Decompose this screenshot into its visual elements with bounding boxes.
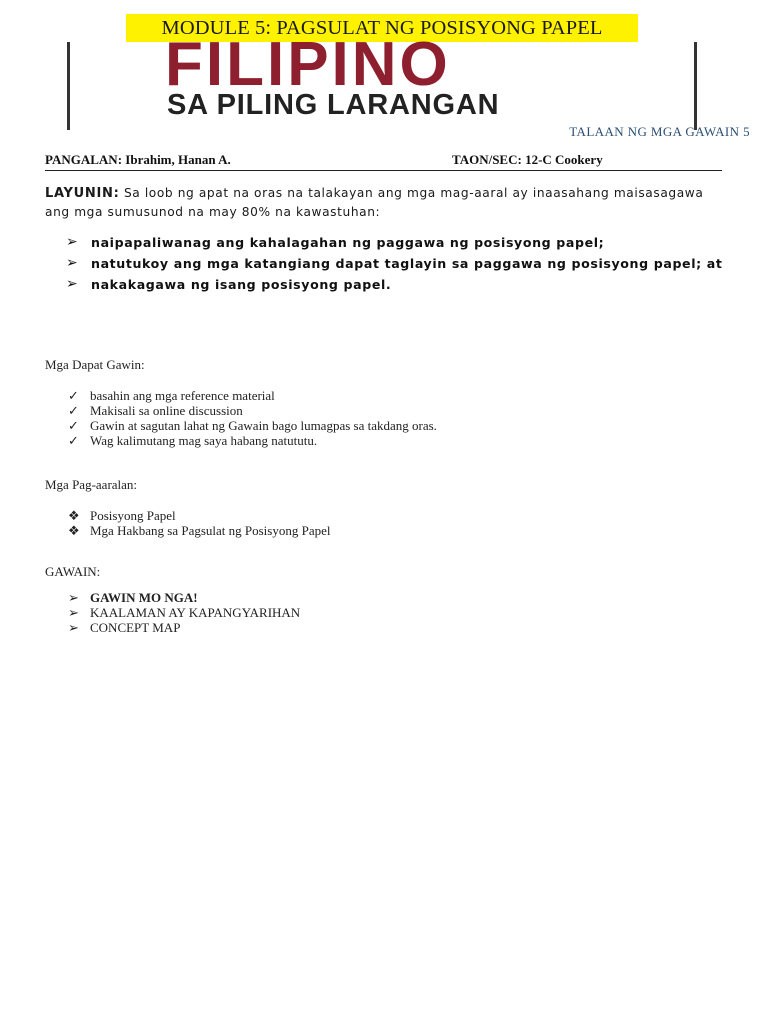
activity-text: GAWIN MO NGA! [90, 590, 198, 605]
diamond-bullet-icon: ❖ [68, 508, 80, 523]
topic-text: Mga Hakbang sa Pagsulat ng Posisyong Papel [90, 523, 331, 538]
logo-sub-text: SA PILING LARANGAN [167, 89, 500, 121]
topics-heading: Mga Pag-aaralan: [45, 477, 138, 492]
check-bullet-icon: ✓ [68, 433, 79, 448]
student-section: TAON/SEC: 12-C Cookery [452, 152, 603, 167]
tasks-heading: Mga Dapat Gawin: [45, 357, 145, 372]
check-bullet-icon: ✓ [68, 418, 79, 433]
check-bullet-icon: ✓ [68, 388, 79, 403]
arrow-bullet-icon: ➢ [68, 605, 79, 620]
tasks-list [68, 388, 437, 448]
student-name: PANGALAN: Ibrahim, Hanan A. [45, 152, 231, 167]
arrow-bullet-icon: ➢ [66, 234, 79, 250]
student-info-line [45, 152, 722, 171]
task-text: Gawin at sagutan lahat ng Gawain bago lumagpas sa takdang oras. [90, 418, 437, 433]
topics-list [68, 508, 330, 538]
objective-text: naipapaliwanag ang kahalagahan ng paggawa ng posisyong papel; [91, 235, 605, 250]
list-item [68, 508, 330, 523]
module-title: MODULE 5: PAGSULAT NG POSISYONG PAPEL [126, 14, 638, 42]
list-item [68, 605, 300, 620]
topic-text: Posisyong Papel [90, 508, 176, 523]
list-item [66, 232, 726, 253]
objective-text: natutukoy ang mga katangiang dapat taglayin sa paggawa ng posisyong papel; at [91, 256, 723, 271]
objectives-list [66, 232, 726, 295]
list-item [66, 274, 726, 295]
list-item [68, 403, 437, 418]
list-item [68, 418, 437, 433]
objectives-label: LAYUNIN: [45, 186, 120, 201]
arrow-bullet-icon: ➢ [68, 590, 79, 605]
activity-text: CONCEPT MAP [90, 620, 181, 635]
list-item [68, 433, 437, 448]
list-item [68, 388, 437, 403]
activity-list-label: TALAAN NG MGA GAWAIN 5 [569, 124, 750, 139]
objectives-intro-text: Sa loob ng apat na oras na talakayan ang mga mag-aaral ay inaasahang maisasagawa ang mga sumusunod na may 80% na kawastuhan: [45, 186, 704, 219]
left-border-bar [67, 42, 70, 130]
activity-text: KAALAMAN AY KAPANGYARIHAN [90, 605, 301, 620]
arrow-bullet-icon: ➢ [66, 255, 79, 271]
arrow-bullet-icon: ➢ [68, 620, 79, 635]
diamond-bullet-icon: ❖ [68, 523, 80, 538]
list-item [66, 253, 726, 274]
objective-text: nakakagawa ng isang posisyong papel. [91, 277, 392, 292]
list-item [68, 590, 300, 605]
list-item [68, 523, 330, 538]
activities-list [68, 590, 300, 635]
subject-logo [165, 30, 585, 121]
logo-main-text: FILIPINO [165, 30, 451, 99]
right-border-bar [694, 42, 697, 130]
list-item [68, 620, 300, 635]
task-text: Makisali sa online discussion [90, 403, 243, 418]
check-bullet-icon: ✓ [68, 403, 79, 418]
arrow-bullet-icon: ➢ [66, 276, 79, 292]
task-text: basahin ang mga reference material [90, 388, 275, 403]
activities-heading: GAWAIN: [45, 564, 101, 579]
task-text: Wag kalimutang mag saya habang natututu. [90, 433, 318, 448]
objectives-intro [45, 184, 725, 222]
